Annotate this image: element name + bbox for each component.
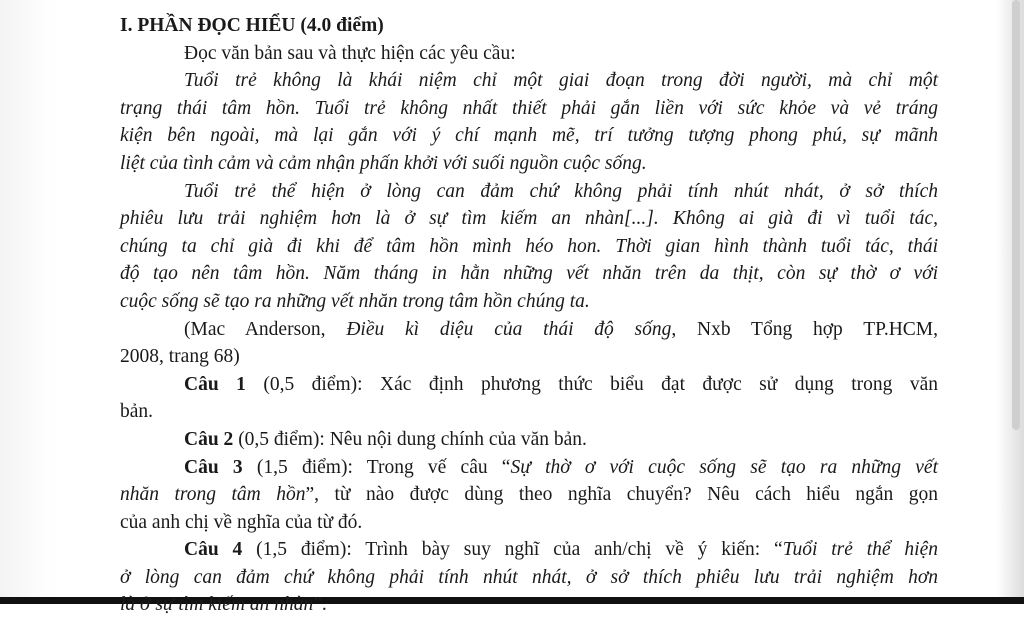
passage-line: kiện bên ngoài, mà lại gắn với ý chí mạnh mẽ, trí tưởng tượng phong phú, sự mãnh xyxy=(120,125,938,147)
page-left-shadow xyxy=(0,0,60,604)
passage-line: liệt của tình cảm và cảm nhận phấn khởi với suối nguồn cuộc sống. xyxy=(120,152,647,174)
passage-paragraph-1 xyxy=(120,67,938,177)
scrollbar-thumb[interactable] xyxy=(1012,0,1020,430)
passage-line: chúng ta chỉ già đi khi để tâm hồn mình héo hon. Thời gian hình thành tuổi tác, thái xyxy=(120,235,938,257)
question-1: Câu 1 (0,5 điểm): Xác định phương thức biểu đạt được sử dụng trong văn bản. xyxy=(120,373,938,423)
question-4: Câu 4 (1,5 điểm): Trình bày suy nghĩ của anh/chị về ý kiến: “Tuổi trẻ thể hiện ở lòng can đảm chứ không phải tính nhút nhát, ở sở thích phiêu lưu trải nghiệm hơn là ở sự tìm kiếm an nhàn”. xyxy=(120,539,938,616)
passage-paragraph-2 xyxy=(120,178,938,316)
source-citation: (Mac Anderson, Điều kì diệu của thái độ sống, Nxb Tổng hợp TP.HCM, 2008, trang 68) xyxy=(120,318,939,368)
document-page xyxy=(120,12,938,619)
passage-line: Tuổi trẻ thể hiện ở lòng can đảm chứ không phải tính nhút nhát, ở sở thích xyxy=(184,180,938,202)
question-label: Câu 2 xyxy=(184,428,234,450)
passage-line: độ tạo nên tâm hồn. Năm tháng in hằn những vết nhăn trên da thịt, còn sự thờ ơ với xyxy=(120,263,938,285)
section-title: I. PHẦN ĐỌC HIỂU (4.0 điểm) xyxy=(120,15,384,36)
passage-line: cuộc sống sẽ tạo ra những vết nhăn trong tâm hồn chúng ta. xyxy=(120,290,590,312)
question-label: Câu 1 xyxy=(184,373,246,395)
passage-line: Tuổi trẻ không là khái niệm chỉ một giai đoạn trong đời người, mà chỉ một xyxy=(184,70,938,92)
passage-line: phiêu lưu trải nghiệm hơn là ở sự tìm kiếm an nhàn[...]. Không ai già đi vì tuổi tác, xyxy=(120,208,938,230)
passage-line: trạng thái tâm hồn. Tuổi trẻ không nhất thiết phải gắn liền với sức khỏe và vẻ tráng xyxy=(120,97,938,119)
instruction: Đọc văn bản sau và thực hiện các yêu cầu: xyxy=(184,42,516,64)
scrollbar-track[interactable] xyxy=(996,0,1024,604)
question-label: Câu 4 xyxy=(184,539,243,561)
question-label: Câu 3 xyxy=(184,456,243,478)
book-title: Điều kì diệu của thái độ sống xyxy=(346,318,672,340)
question-3: Câu 3 (1,5 điểm): Trong vế câu “Sự thờ ơ với cuộc sống sẽ tạo ra những vết nhăn trong tâm hồn”, từ nào được dùng theo nghĩa chuyển? Nêu cách hiểu ngắn gọn của anh chị về nghĩa của từ đó. xyxy=(120,456,938,533)
question-2: Câu 2 (0,5 điểm): Nêu nội dung chính của văn bản. xyxy=(184,428,587,450)
